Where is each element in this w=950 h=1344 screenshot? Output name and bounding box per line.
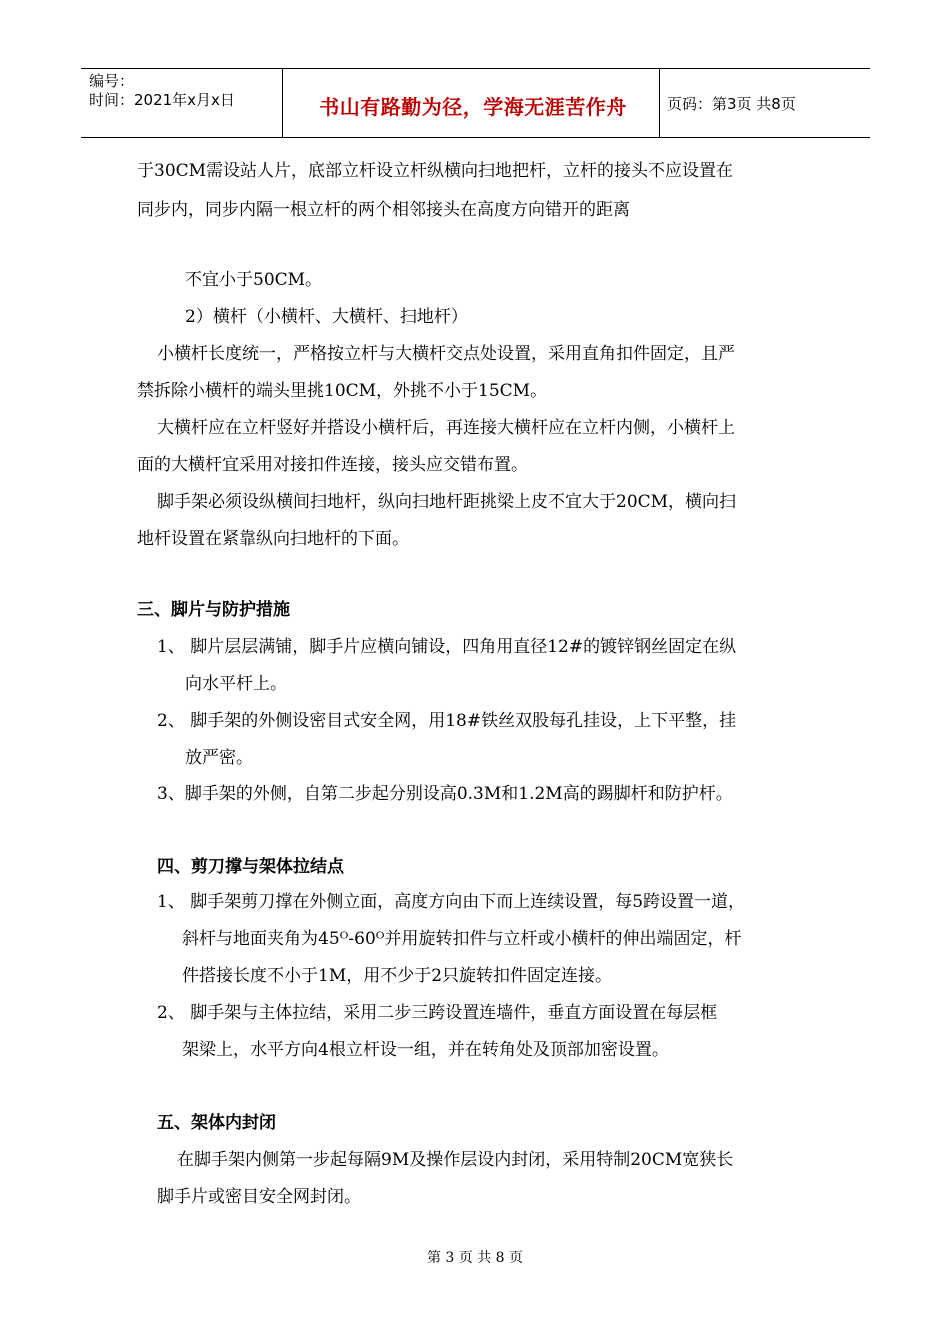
body-line: 禁拆除小横杆的端头里挑10CM，外挑不小于15CM。: [137, 381, 548, 401]
body-line: 小横杆长度统一，严格按立杆与大横杆交点处设置，采用直角扣件固定，且严: [157, 344, 735, 364]
list-item-continued: 斜杆与地面夹角为45ᴼ-60ᴼ并用旋转扣件与立杆或小横杆的伸出端固定，杆: [182, 929, 742, 949]
code-label: 编号：: [89, 72, 135, 90]
list-item: 2、 脚手架与主体拉结，采用二步三跨设置连墙件，垂直方面设置在每层框: [157, 1003, 718, 1023]
body-line: 不宜小于50CM。: [185, 270, 323, 290]
header-divider: [659, 69, 660, 137]
list-item: 3、脚手架的外侧，自第二步起分别设高0.3M和1.2M高的踢脚杆和防护杆。: [157, 784, 733, 804]
body-line: 地杆设置在紧靠纵向扫地杆的下面。: [137, 529, 409, 549]
section-heading: 五、架体内封闭: [157, 1113, 276, 1133]
section-heading: 四、剪刀撑与架体拉结点: [157, 857, 344, 877]
list-item: 1、 脚手架剪刀撑在外侧立面，高度方向由下而上连续设置，每5跨设置一道，: [157, 892, 746, 912]
list-item-continued: 向水平杆上。: [185, 674, 287, 694]
body-line: 同步内，同步内隔一根立杆的两个相邻接头在高度方向错开的距离: [137, 200, 630, 220]
body-line: 于30CM需设站人片，底部立杆设立杆纵横向扫地把杆，立杆的接头不应设置在: [137, 161, 734, 181]
page-footer: 第 3 页 共 8 页: [426, 1250, 524, 1266]
header-motto: 书山有路勤为径，学海无涯苦作舟: [319, 95, 627, 119]
list-item-continued: 架梁上，水平方向4根立杆设一组，并在转角处及顶部加密设置。: [182, 1040, 669, 1060]
body-line: 2）横杆（小横杆、大横杆、扫地杆）: [185, 307, 468, 327]
body-line: 脚手架必须设纵横间扫地杆，纵向扫地杆距挑梁上皮不宜大于20CM，横向扫: [157, 492, 737, 512]
section-heading: 三、脚片与防护措施: [137, 600, 290, 620]
list-item-continued: 放严密。: [185, 748, 253, 768]
body-line: 面的大横杆宜采用对接扣件连接，接头应交错布置。: [137, 455, 528, 475]
list-item-continued: 件搭接长度不小于1M，用不少于2只旋转扣件固定连接。: [182, 966, 613, 986]
list-item: 2、 脚手架的外侧设密目式安全网，用18#铁丝双股每孔挂设，上下平整，挂: [157, 711, 737, 731]
page-header: [81, 68, 870, 138]
header-left: [89, 72, 235, 110]
header-page-info: 页码：第3页 共8页: [667, 95, 796, 113]
date-label: 时间：2021年x月x日: [89, 91, 235, 109]
list-item: 1、 脚片层层满铺，脚手片应横向铺设，四角用直径12#的镀锌钢丝固定在纵: [157, 637, 737, 657]
body-line: 在脚手架内侧第一步起每隔9M及操作层设内封闭，采用特制20CM宽狭长: [177, 1150, 734, 1170]
body-line: 大横杆应在立杆竖好并搭设小横杆后，再连接大横杆应在立杆内侧，小横杆上: [157, 418, 735, 438]
body-line: 脚手片或密目安全网封闭。: [157, 1187, 361, 1207]
